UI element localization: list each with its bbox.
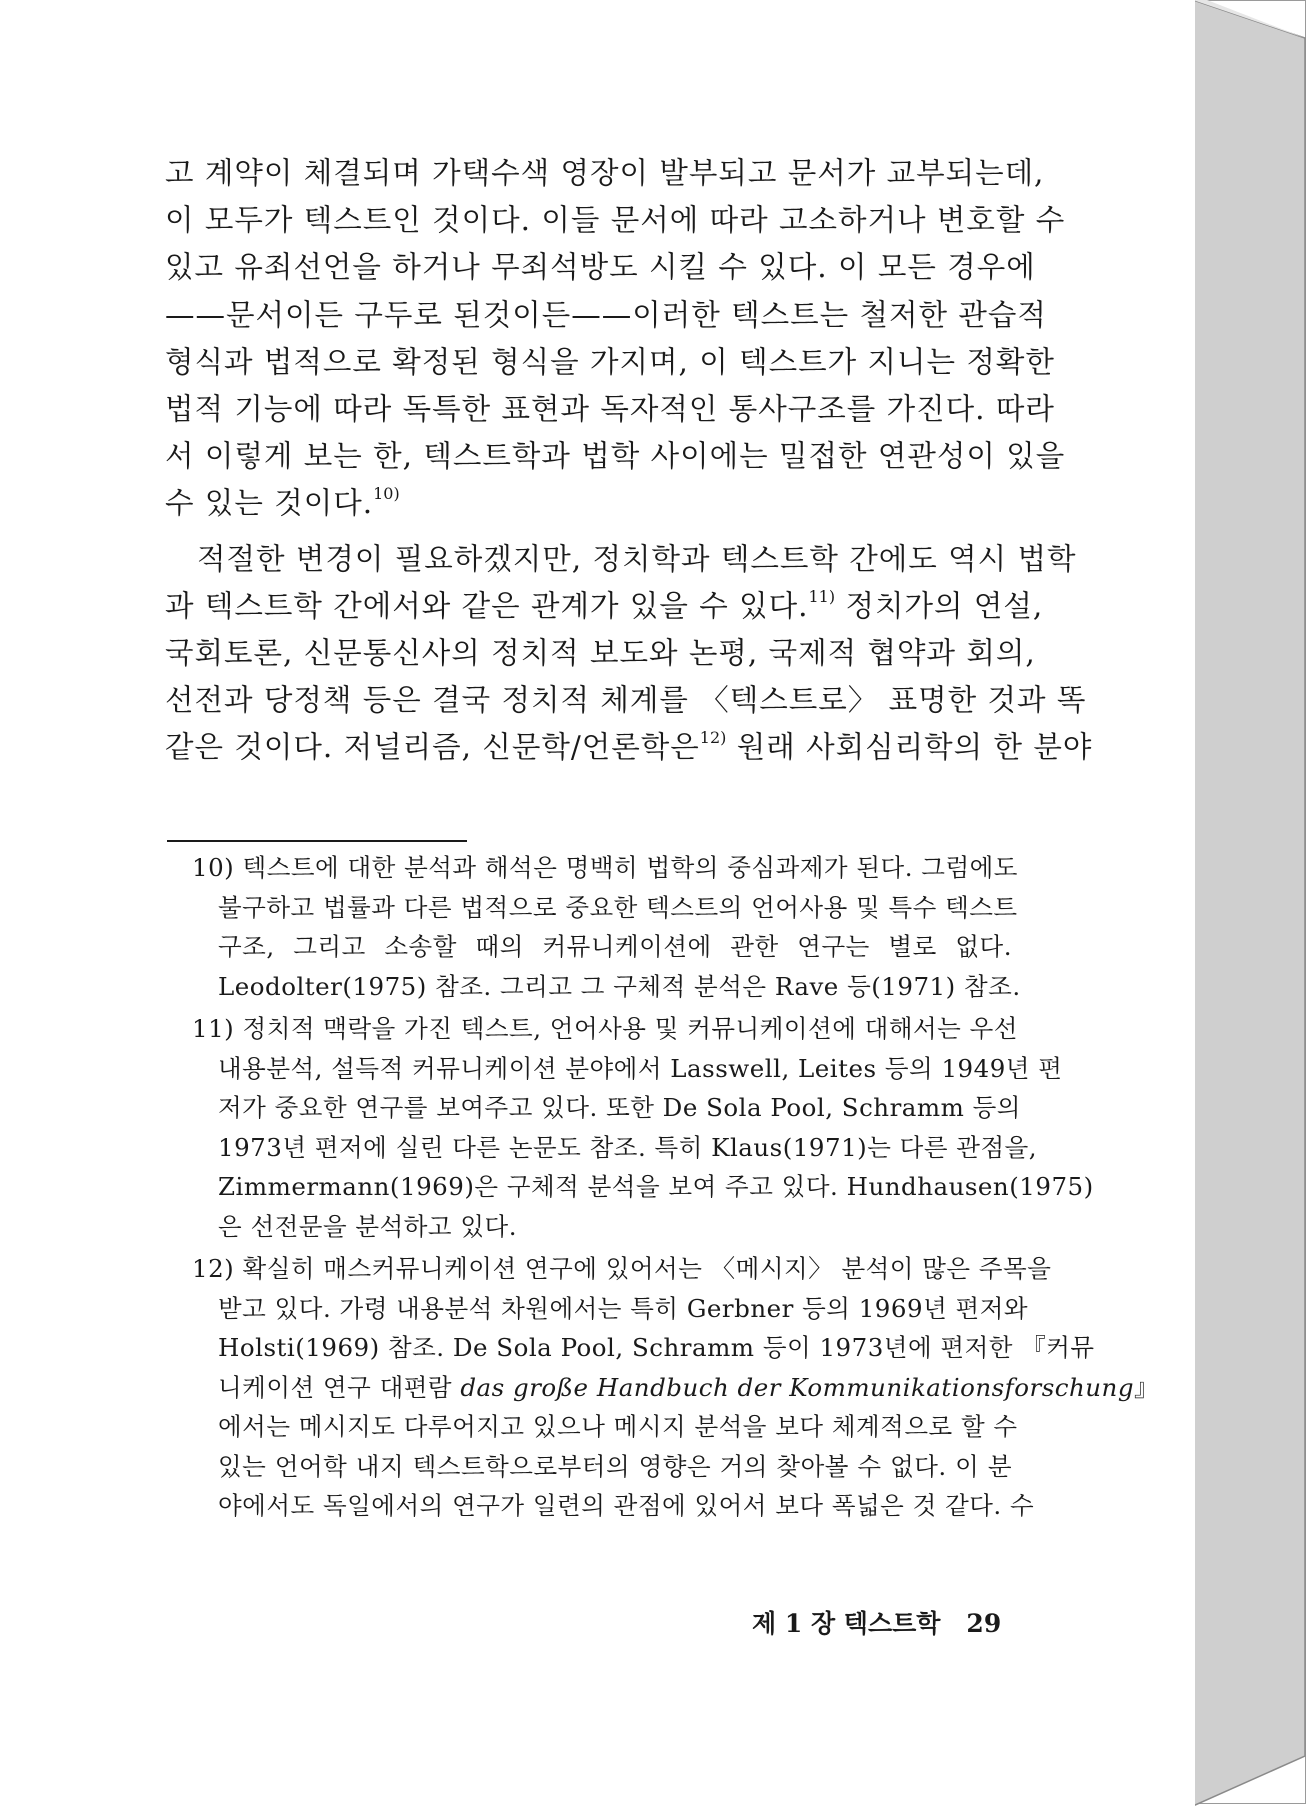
footnote-line: 에서는 메시지도 다루어지고 있으나 메시지 분석을 보다 체계적으로 할 수 xyxy=(218,1412,1018,1441)
footnote-line-text: 니케이션 연구 대편람 xyxy=(218,1372,453,1402)
footnote-line: 구조, 그리고 소송할 때의 커뮤니케이션에 관한 연구는 별로 없다. xyxy=(218,932,1012,961)
footnote-line: Holsti(1969) 참조. De Sola Pool, Schramm 등이 1973년에 편저한 『커뮤 xyxy=(218,1333,1095,1362)
body-line xyxy=(165,480,1010,527)
footnote-line xyxy=(192,1368,1160,1408)
footnote-line: 있는 언어학 내지 텍스트학으로부터의 영향은 거의 찾아볼 수 없다. 이 분 xyxy=(218,1451,1012,1481)
body-line-text: 같은 것이다. 저널리즘, 신문학/언론학은 xyxy=(165,730,700,765)
body-line: 선전과 당정책 등은 결국 정치적 체계를 〈텍스트로〉 표명한 것과 똑 xyxy=(165,683,1087,718)
footnotes xyxy=(192,848,1160,1529)
footnote-line: 내용분석, 설득적 커뮤니케이션 분야에서 Lasswell, Leites 등의 1949년 편 xyxy=(218,1053,1063,1083)
footnote-line: 1973년 편저에 실린 다른 논문도 참조. 특히 Klaus(1971)는 다른 관점을, xyxy=(218,1132,1038,1162)
body-line: ——문서이든 구두로 된것이든——이러한 텍스트는 철저한 관습적 xyxy=(165,297,1047,332)
footnote-line: 12) 확실히 매스커뮤니케이션 연구에 있어서는 〈메시지〉 분석이 많은 주목을 xyxy=(192,1254,1052,1283)
italic-book-title: das große Handbuch der Kommunikationsforschung xyxy=(460,1372,1135,1402)
footnote-line: 11) 정치적 맥락을 가진 텍스트, 언어사용 및 커뮤니케이션에 대해서는 우선 xyxy=(192,1014,1018,1043)
body-line: 형식과 법적으로 확정된 형식을 가지며, 이 텍스트가 지니는 정확한 xyxy=(165,344,1055,379)
page-footer xyxy=(752,1604,1002,1640)
chapter-title: 제 1 장 텍스트학 xyxy=(752,1609,941,1638)
body-line: 국회토론, 신문통신사의 정치적 보도와 논평, 국제적 협약과 회의, xyxy=(165,635,1036,670)
body-line: 법적 기능에 따라 독특한 표현과 독자적인 통사구조를 가진다. 따라 xyxy=(165,391,1055,426)
body-line-text: 수 있는 것이다. xyxy=(165,486,374,521)
body-line: 있고 유죄선언을 하거나 무죄석방도 시킬 수 있다. 이 모든 경우에 xyxy=(165,250,1036,285)
body-line-tail: 원래 사회심리학의 한 분야 xyxy=(726,730,1093,765)
footnote-line: 받고 있다. 가령 내용분석 차원에서는 특히 Gerbner 등의 1969년 편저와 xyxy=(218,1293,1029,1323)
body-line xyxy=(165,583,1044,630)
footnote-ref-11: 11) xyxy=(808,586,836,606)
footnote-ref-12: 12) xyxy=(699,728,727,748)
footnote-11 xyxy=(192,1009,1094,1246)
body-line: 적절한 변경이 필요하겠지만, 정치학과 텍스트학 간에도 역시 법학 xyxy=(197,541,1077,576)
footnote-10 xyxy=(192,848,1021,1006)
main-body-text xyxy=(165,150,1093,771)
body-line-text: 과 텍스트학 간에서와 같은 관계가 있을 수 있다. xyxy=(165,588,809,623)
footnote-line: Zimmermann(1969)은 구체적 분석을 보여 주고 있다. Hundhausen(1975) xyxy=(218,1172,1094,1201)
footnote-line: Leodolter(1975) 참조. 그리고 그 구체적 분석은 Rave 등(1971) 참조. xyxy=(218,971,1021,1001)
footnote-ref-10: 10) xyxy=(373,484,400,504)
footnote-line: 불구하고 법률과 다른 법적으로 중요한 텍스트의 언어사용 및 특수 텍스트 xyxy=(218,892,1018,922)
close-bracket: 』 xyxy=(1134,1372,1160,1402)
body-line: 고 계약이 체결되며 가택수색 영장이 발부되고 문서가 교부되는데, xyxy=(165,156,1045,190)
footnote-line: 은 선전문을 분석하고 있다. xyxy=(218,1211,517,1241)
book-thickness-edge xyxy=(1193,0,1308,1806)
footnote-12 xyxy=(192,1249,1160,1526)
footnote-line: 저가 중요한 연구를 보여주고 있다. 또한 De Sola Pool, Schramm 등의 xyxy=(218,1093,1021,1122)
footnote-line: 야에서도 독일에서의 연구가 일련의 관점에 있어서 보다 폭넓은 것 같다. 수 xyxy=(218,1491,1035,1520)
footnote-separator xyxy=(167,840,467,842)
body-line xyxy=(165,724,1093,771)
body-line: 이 모두가 텍스트인 것이다. 이들 문서에 따라 고소하거나 변호할 수 xyxy=(165,203,1066,238)
body-line: 서 이렇게 보는 한, 텍스트학과 법학 사이에는 밀접한 연관성이 있을 xyxy=(165,439,1066,474)
footnote-line: 10) 텍스트에 대한 분석과 해석은 명백히 법학의 중심과제가 된다. 그럼에도 xyxy=(192,853,1018,882)
body-line-tail: 정치가의 연설, xyxy=(835,588,1044,623)
page-number: 29 xyxy=(966,1609,1002,1638)
